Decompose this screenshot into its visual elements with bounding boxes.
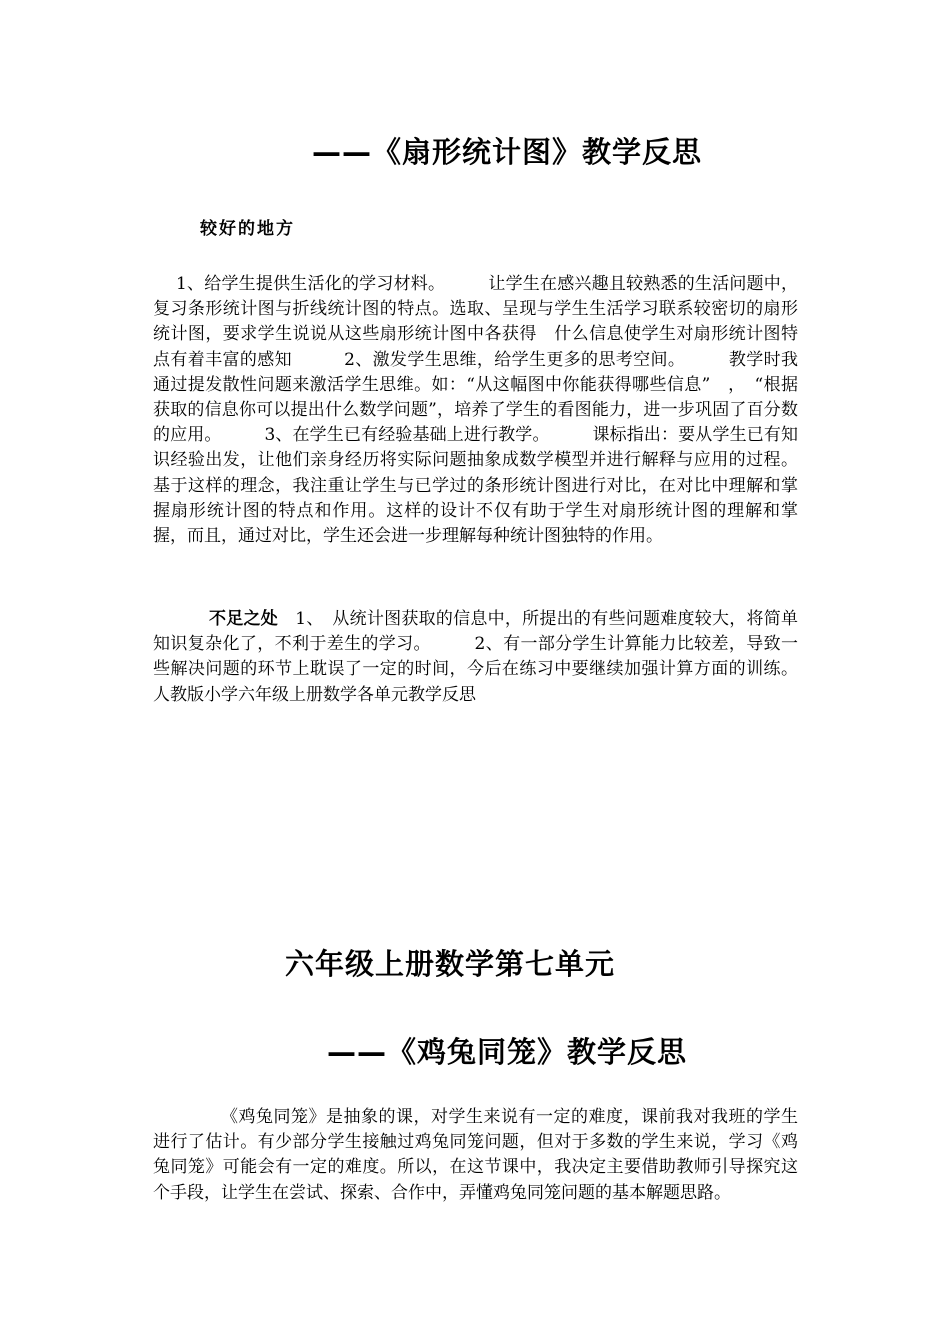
section1-title: ——《扇形统计图》教学反思 bbox=[312, 135, 703, 169]
good-points-paragraph: 1、给学生提供生活化的学习材料。 让学生在感兴趣且较熟悉的生活问题中，复习条形统计图与折线统计图的特点。选取、呈现与学生生活学习联系较密切的扇形统计图，要求学生说说从这些扇形统计图中各获得 什么信息使学生对扇形统计图特点有着丰富的感知 2、激发学生思维，给学生更多的思考空间。 教学时我通过提发散性问题来激活学生思维。如：“从这幅图中你能获得哪些信息” ， “根据获取的信息你可以提出什么数学问题”，培养了学生的看图能力，进一步巩固了百分数的应用。 3、在学生已有经验基础上进行教学。 课标指出：要从学生已有知识经验出发，让他们亲身经历将实际问题抽象成数学模型并进行解释与应用的过程。基于这样的理念，我注重让学生与已学过的条形统计图进行对比，在对比中理解和掌握扇形统计图的特点和作用。这样的设计不仅有助于学生对扇形统计图的理解和掌握，而且，通过对比，学生还会进一步理解每种统计图独特的作用。 bbox=[153, 274, 798, 547]
shortcomings-heading: 不足之处 bbox=[209, 609, 279, 629]
unit-seven-title: 六年级上册数学第七单元 bbox=[285, 947, 616, 981]
chicken-rabbit-paragraph: 《鸡兔同笼》是抽象的课，对学生来说有一定的难度，课前我对我班的学生进行了估计。有少部分学生接触过鸡兔同笼问题，但对于多数的学生来说，学习《鸡兔同笼》可能会有一定的难度。所以，在这节课中，我决定主要借助教师引导探究这个手段，让学生在尝试、探索、合作中，弄懂鸡兔同笼问题的基本解题思路。 bbox=[153, 1107, 798, 1203]
shortcomings-paragraph bbox=[153, 607, 798, 708]
shortcomings-text: 1、 从统计图获取的信息中，所提出的有些问题难度较大，将简单知识复杂化了，不利于差生的学习。 2、有一部分学生计算能力比较差，导致一些解决问题的环节上耽误了一定的时间，今后在练习中要继续加强计算方面的训练。人教版小学六年级上册数学各单元教学反思 bbox=[153, 609, 798, 705]
good-points-heading: 较好的地方 bbox=[200, 219, 295, 239]
section2-title: ——《鸡兔同笼》教学反思 bbox=[327, 1035, 688, 1069]
